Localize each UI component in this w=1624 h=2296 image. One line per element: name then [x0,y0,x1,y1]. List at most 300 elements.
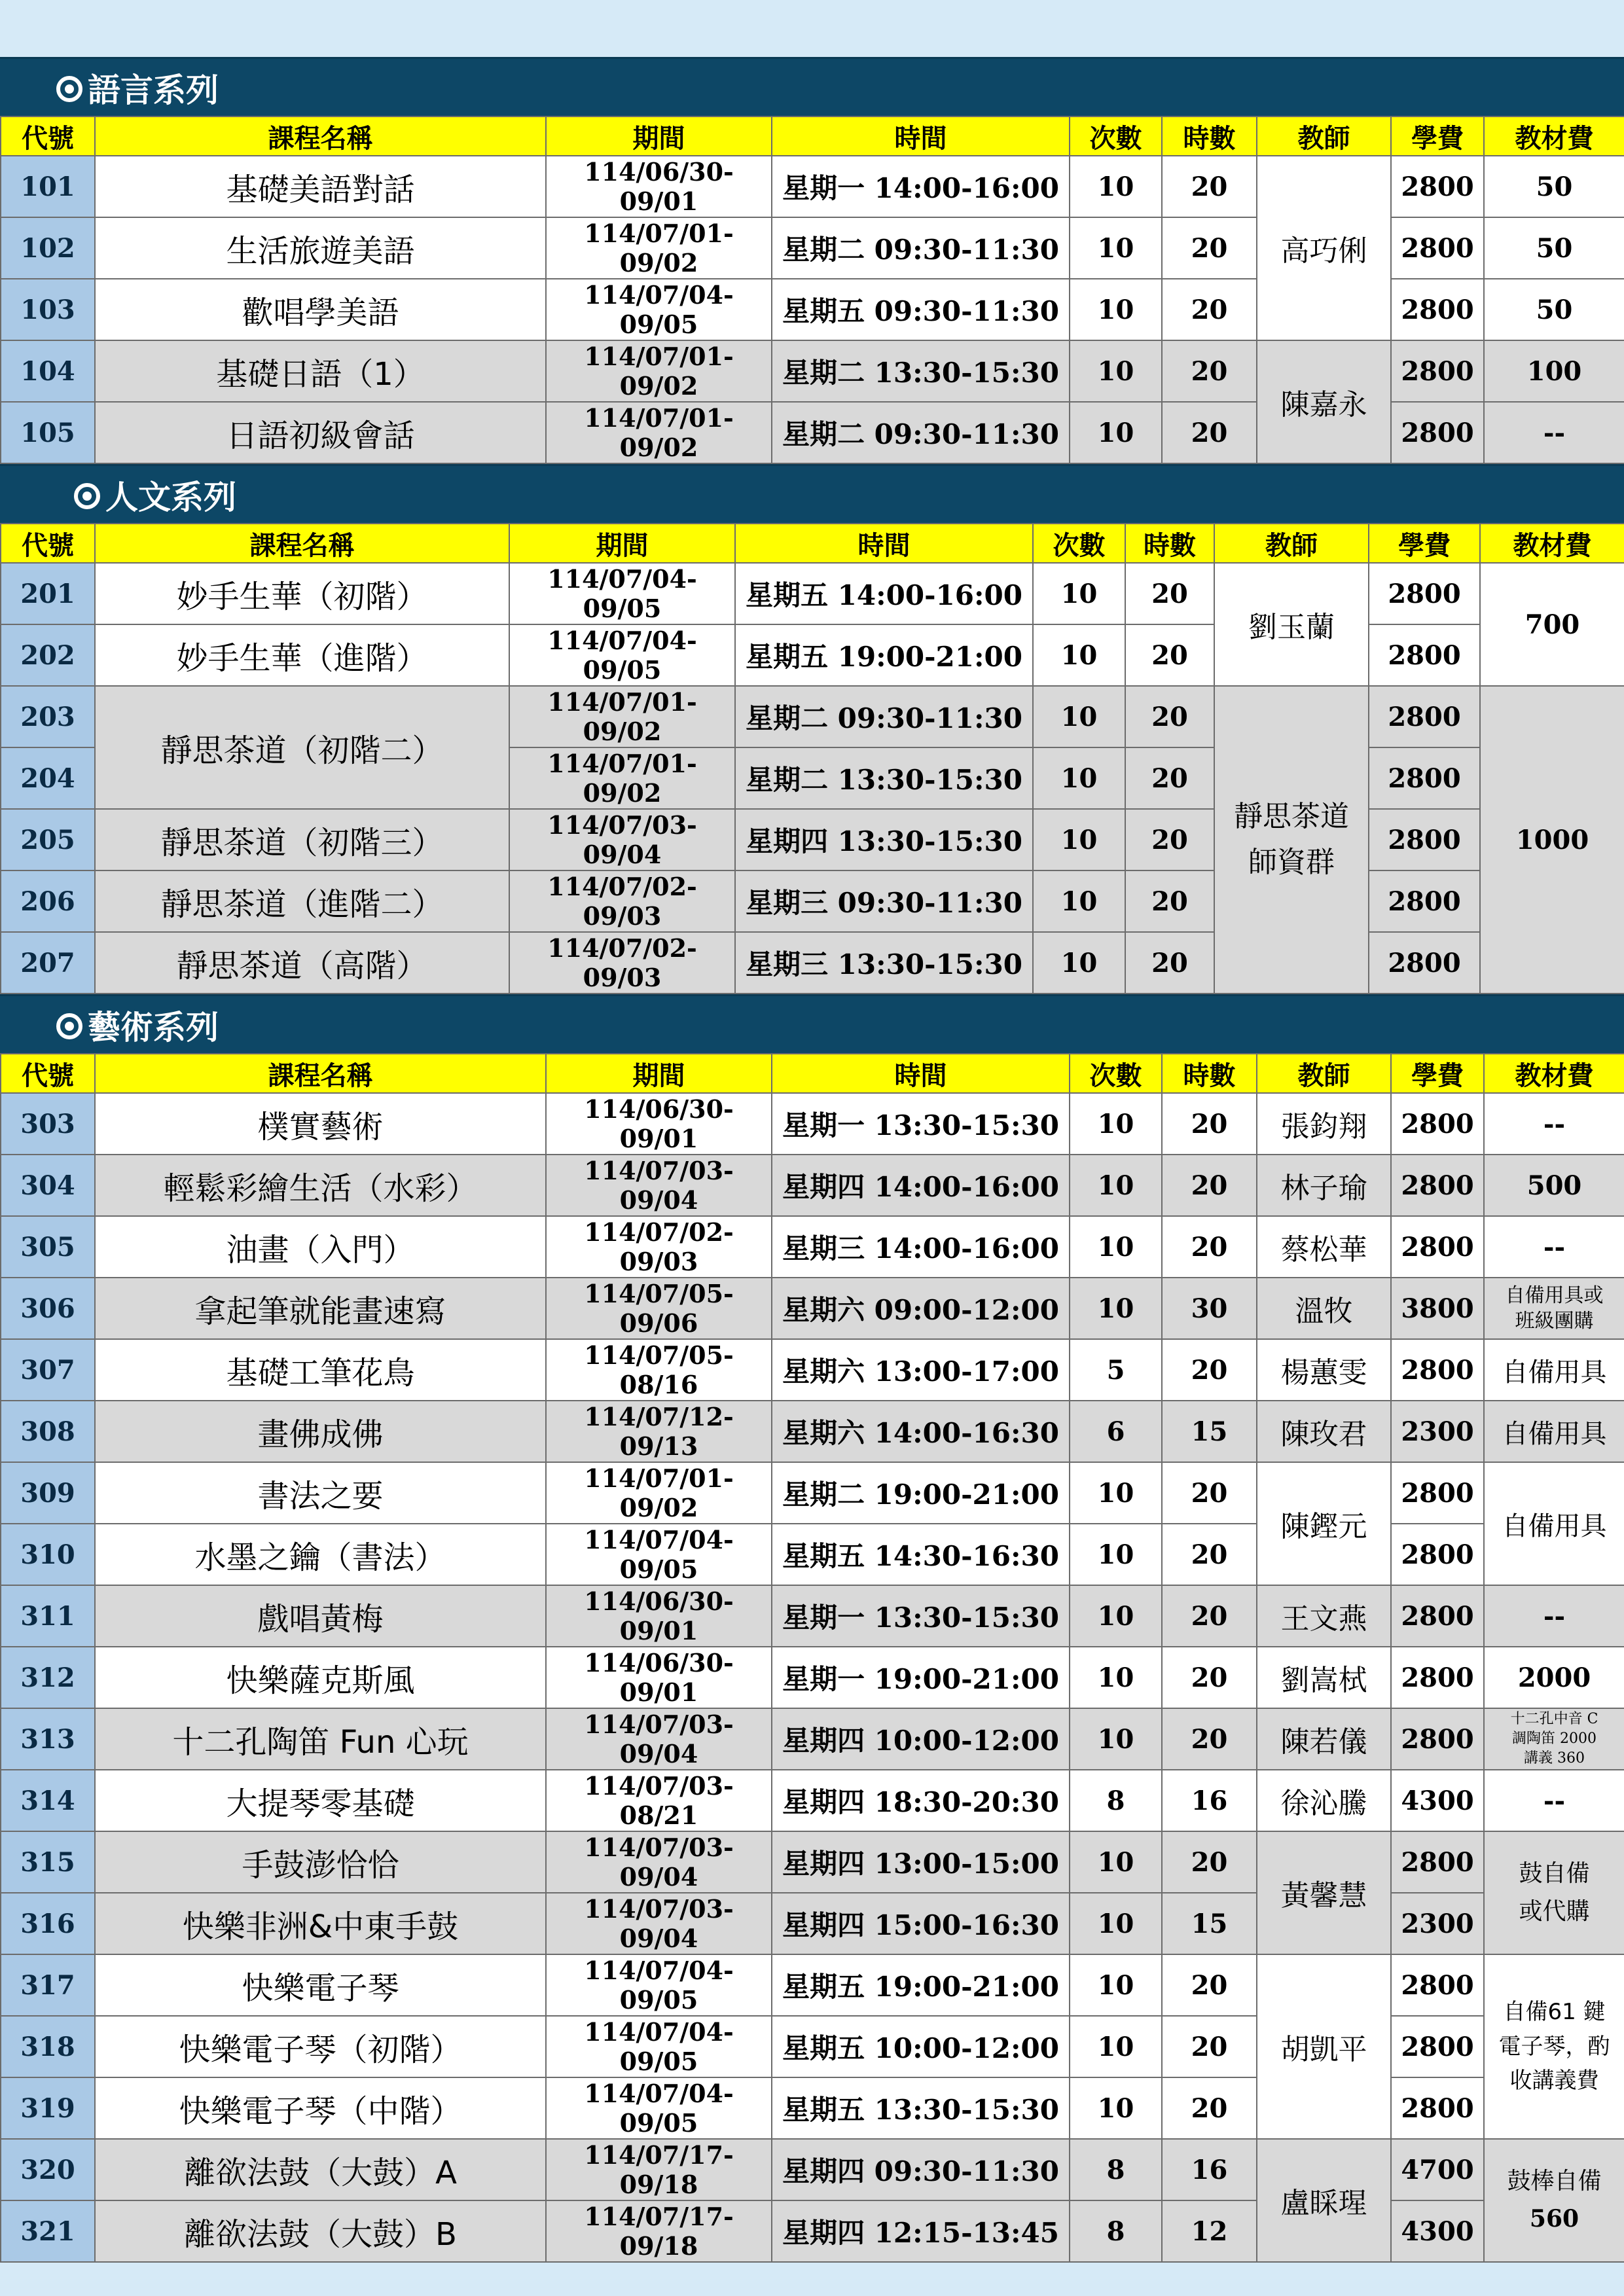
course-fee: 2800 [1391,1339,1484,1401]
course-material: -- [1484,1093,1624,1155]
course-time: 星期四 13:30-15:30 [735,809,1033,870]
course-material: 自備用具 [1484,1401,1624,1462]
course-material: -- [1484,1216,1624,1278]
teacher-line: 靜思茶道 [1234,799,1349,833]
course-name: 日語初級會話 [95,402,546,463]
course-code: 203 [1,686,95,747]
course-name: 快樂非洲&中東手鼓 [95,1893,546,1954]
course-time: 星期五 09:30-11:30 [772,279,1070,340]
material-line: 自備61 鍵 [1503,1998,1606,2025]
col-teacher: 教師 [1257,1054,1391,1093]
course-name: 畫佛成佛 [95,1401,546,1462]
course-teacher: 陳玫君 [1257,1401,1391,1462]
course-material [1484,2139,1624,2262]
course-time: 星期六 13:00-17:00 [772,1339,1070,1401]
course-time: 星期二 09:30-11:30 [772,402,1070,463]
course-time: 星期二 13:30-15:30 [772,340,1070,402]
course-period: 114/07/03-09/04 [546,1708,772,1770]
course-hours: 20 [1162,1647,1257,1708]
course-period: 114/07/03-09/04 [546,1155,772,1216]
course-period: 114/06/30-09/01 [546,1093,772,1155]
col-code: 代號 [1,524,95,563]
course-time: 星期四 18:30-20:30 [772,1770,1070,1831]
material-line: 鼓棒自備 [1507,2168,1602,2195]
course-hours: 20 [1125,932,1214,994]
course-hours: 15 [1162,1401,1257,1462]
course-name: 離欲法鼓（大鼓）B [95,2200,546,2262]
course-name: 靜思茶道（初階二） [95,686,509,809]
course-fee: 2800 [1369,932,1480,994]
course-fee: 2800 [1369,686,1480,747]
course-sessions: 10 [1070,1524,1162,1585]
course-fee: 4300 [1391,1770,1484,1831]
course-fee: 2300 [1391,1401,1484,1462]
course-hours: 20 [1125,870,1214,932]
course-time: 星期五 14:00-16:00 [735,563,1033,624]
course-name: 快樂電子琴 [95,1954,546,2016]
col-hours: 時數 [1162,1054,1257,1093]
course-fee: 2800 [1391,1708,1484,1770]
course-hours: 20 [1162,340,1257,402]
course-fee: 2800 [1391,1585,1484,1647]
col-hours: 時數 [1125,524,1214,563]
course-code: 303 [1,1093,95,1155]
material-line: 或代購 [1519,1898,1590,1925]
course-teacher: 胡凱平 [1257,1954,1391,2139]
course-sessions: 6 [1070,1401,1162,1462]
section-header-language [0,57,1624,116]
course-period: 114/06/30-09/01 [546,1647,772,1708]
course-period: 114/07/02-09/03 [509,870,735,932]
table-row [1,1216,1624,1278]
col-time: 時間 [772,1054,1070,1093]
course-material [1484,1708,1624,1770]
course-hours: 20 [1125,686,1214,747]
col-period: 期間 [546,117,772,156]
material-line: 收講義費 [1509,2068,1599,2094]
course-period: 114/07/01-09/02 [546,1462,772,1524]
course-code: 201 [1,563,95,624]
course-period: 114/07/03-09/04 [546,1893,772,1954]
course-name: 十二孔陶笛 Fun 心玩 [95,1708,546,1770]
course-fee: 2800 [1391,217,1484,279]
course-material [1484,1954,1624,2139]
col-teacher: 教師 [1214,524,1369,563]
course-fee: 2800 [1391,1093,1484,1155]
course-teacher: 張鈞翔 [1257,1093,1391,1155]
teacher-line: 師資群 [1248,846,1335,879]
course-sessions: 10 [1070,1585,1162,1647]
course-name: 靜思茶道（進階二） [95,870,509,932]
course-sessions: 10 [1033,624,1125,686]
col-code: 代號 [1,117,95,156]
course-period: 114/07/01-09/02 [546,217,772,279]
course-teacher: 盧睬瑆 [1257,2139,1391,2262]
course-code: 202 [1,624,95,686]
course-sessions: 10 [1070,156,1162,217]
material-line: 班級團購 [1515,1310,1594,1333]
course-name: 書法之要 [95,1462,546,1524]
col-material: 教材費 [1484,117,1624,156]
course-teacher: 劉玉蘭 [1214,563,1369,686]
course-period: 114/07/17-09/18 [546,2139,772,2200]
course-fee: 2800 [1391,1954,1484,2016]
table-row [1,624,1624,686]
course-hours: 30 [1162,1278,1257,1339]
course-code: 305 [1,1216,95,1278]
course-sessions: 10 [1070,1278,1162,1339]
course-name: 水墨之鑰（書法） [95,1524,546,1585]
course-hours: 20 [1162,1708,1257,1770]
course-code: 312 [1,1647,95,1708]
course-material: 50 [1484,156,1624,217]
course-time: 星期二 19:00-21:00 [772,1462,1070,1524]
course-hours: 15 [1162,1893,1257,1954]
course-fee: 2800 [1391,2016,1484,2077]
course-hours: 20 [1162,156,1257,217]
material-line: 自備用具或 [1505,1284,1604,1307]
course-fee: 3800 [1391,1278,1484,1339]
course-material: 2000 [1484,1647,1624,1708]
course-hours: 20 [1162,1954,1257,2016]
table-row [1,1585,1624,1647]
course-fee: 2800 [1391,279,1484,340]
col-material: 教材費 [1480,524,1624,563]
course-code: 207 [1,932,95,994]
course-time: 星期五 13:30-15:30 [772,2077,1070,2139]
course-sessions: 10 [1070,279,1162,340]
course-code: 310 [1,1524,95,1585]
course-name: 基礎日語（1） [95,340,546,402]
course-hours: 20 [1162,1585,1257,1647]
course-code: 102 [1,217,95,279]
section-header-arts [0,994,1624,1053]
col-sessions: 次數 [1070,117,1162,156]
course-time: 星期一 14:00-16:00 [772,156,1070,217]
course-fee: 2800 [1391,402,1484,463]
course-period: 114/07/05-09/06 [546,1278,772,1339]
section-title: 藝術系列 [88,1008,219,1047]
course-name: 生活旅遊美語 [95,217,546,279]
section-header-humanities [0,464,1624,523]
header-row [1,524,1624,563]
course-sessions: 10 [1070,1462,1162,1524]
bullseye-icon [56,1013,82,1039]
course-time: 星期五 14:30-16:30 [772,1524,1070,1585]
course-code: 105 [1,402,95,463]
course-code: 101 [1,156,95,217]
course-sessions: 10 [1070,1093,1162,1155]
table-row [1,1831,1624,1893]
course-period: 114/07/04-09/05 [546,1954,772,2016]
course-teacher: 陳若儀 [1257,1708,1391,1770]
course-code: 309 [1,1462,95,1524]
col-sessions: 次數 [1033,524,1125,563]
course-teacher [1214,686,1369,994]
course-sessions: 10 [1070,2077,1162,2139]
course-code: 103 [1,279,95,340]
course-teacher: 溫牧 [1257,1278,1391,1339]
course-teacher: 林子瑜 [1257,1155,1391,1216]
course-code: 205 [1,809,95,870]
course-hours: 16 [1162,2139,1257,2200]
col-period: 期間 [546,1054,772,1093]
table-row [1,1155,1624,1216]
course-material: 50 [1484,279,1624,340]
course-material: 700 [1480,563,1624,686]
col-name: 課程名稱 [95,1054,546,1093]
course-name: 基礎美語對話 [95,156,546,217]
course-time: 星期五 19:00-21:00 [735,624,1033,686]
course-time: 星期三 13:30-15:30 [735,932,1033,994]
course-time: 星期六 14:00-16:30 [772,1401,1070,1462]
table-row [1,2139,1624,2200]
course-material: -- [1484,1585,1624,1647]
course-time: 星期四 10:00-12:00 [772,1708,1070,1770]
course-period: 114/06/30-09/01 [546,1585,772,1647]
course-period: 114/07/03-09/04 [546,1831,772,1893]
table-row [1,340,1624,402]
course-sessions: 10 [1033,870,1125,932]
header-row [1,117,1624,156]
course-name: 大提琴零基礎 [95,1770,546,1831]
course-period: 114/07/01-09/02 [509,686,735,747]
course-hours: 20 [1162,1093,1257,1155]
course-time: 星期二 13:30-15:30 [735,747,1033,809]
course-hours: 20 [1162,279,1257,340]
course-sessions: 10 [1070,340,1162,402]
course-period: 114/07/04-09/05 [546,1524,772,1585]
course-period: 114/07/05-08/16 [546,1339,772,1401]
course-teacher: 陳嘉永 [1257,340,1391,463]
course-code: 318 [1,2016,95,2077]
course-name: 油畫（入門） [95,1216,546,1278]
col-fee: 學費 [1391,1054,1484,1093]
course-name: 樸實藝術 [95,1093,546,1155]
course-period: 114/06/30-09/01 [546,156,772,217]
course-time: 星期四 14:00-16:00 [772,1155,1070,1216]
course-time: 星期四 15:00-16:30 [772,1893,1070,1954]
material-line: 十二孔中音 C [1510,1711,1598,1728]
course-code: 319 [1,2077,95,2139]
course-time: 星期一 19:00-21:00 [772,1647,1070,1708]
table-row [1,1708,1624,1770]
course-schedule [0,57,1624,2263]
course-time: 星期二 09:30-11:30 [772,217,1070,279]
course-period: 114/07/12-09/13 [546,1401,772,1462]
table-row [1,1339,1624,1401]
course-sessions: 10 [1070,217,1162,279]
table-row [1,1462,1624,1524]
col-time: 時間 [735,524,1033,563]
course-fee: 2300 [1391,1893,1484,1954]
course-fee: 2800 [1369,870,1480,932]
section-title: 人文系列 [105,478,236,516]
course-teacher: 高巧俐 [1257,156,1391,340]
course-period: 114/07/04-09/05 [546,2077,772,2139]
course-hours: 20 [1162,2077,1257,2139]
course-code: 206 [1,870,95,932]
course-time: 星期六 09:00-12:00 [772,1278,1070,1339]
course-sessions: 5 [1070,1339,1162,1401]
course-fee: 2800 [1391,1155,1484,1216]
table-row [1,1647,1624,1708]
course-sessions: 10 [1033,809,1125,870]
course-hours: 20 [1162,1339,1257,1401]
course-material: 自備用具 [1484,1339,1624,1401]
col-name: 課程名稱 [95,117,546,156]
table-row [1,563,1624,624]
course-sessions: 8 [1070,2139,1162,2200]
material-line: 電子琴，酌 [1498,2033,1610,2060]
course-code: 316 [1,1893,95,1954]
course-period: 114/07/01-09/02 [546,340,772,402]
table-row [1,809,1624,870]
course-code: 311 [1,1585,95,1647]
course-hours: 12 [1162,2200,1257,2262]
course-fee: 4300 [1391,2200,1484,2262]
course-sessions: 10 [1070,1893,1162,1954]
course-fee: 2800 [1369,563,1480,624]
course-material: 100 [1484,340,1624,402]
material-line: 560 [1529,2205,1579,2233]
course-hours: 20 [1162,1216,1257,1278]
course-sessions: 10 [1033,932,1125,994]
course-material [1484,1831,1624,1954]
section-title: 語言系列 [88,71,219,109]
course-sessions: 10 [1070,1831,1162,1893]
course-name: 輕鬆彩繪生活（水彩） [95,1155,546,1216]
course-table-language [0,116,1624,464]
course-material [1484,1278,1624,1339]
course-sessions: 10 [1070,1954,1162,2016]
course-code: 313 [1,1708,95,1770]
course-period: 114/07/03-08/21 [546,1770,772,1831]
table-row [1,156,1624,217]
course-time: 星期四 13:00-15:00 [772,1831,1070,1893]
course-code: 204 [1,747,95,809]
course-fee: 2800 [1391,156,1484,217]
course-teacher: 王文燕 [1257,1585,1391,1647]
table-row [1,1278,1624,1339]
col-teacher: 教師 [1257,117,1391,156]
course-name: 靜思茶道（高階） [95,932,509,994]
course-period: 114/07/01-09/02 [509,747,735,809]
course-fee: 2800 [1391,340,1484,402]
course-hours: 20 [1162,1831,1257,1893]
course-sessions: 10 [1070,1708,1162,1770]
course-fee: 2800 [1391,1647,1484,1708]
col-time: 時間 [772,117,1070,156]
course-fee: 2800 [1369,624,1480,686]
col-fee: 學費 [1369,524,1480,563]
course-code: 314 [1,1770,95,1831]
col-name: 課程名稱 [95,524,509,563]
course-period: 114/07/04-09/05 [546,2016,772,2077]
course-name: 基礎工筆花鳥 [95,1339,546,1401]
course-hours: 20 [1125,809,1214,870]
course-fee: 2800 [1391,2077,1484,2139]
course-material: 50 [1484,217,1624,279]
course-sessions: 8 [1070,1770,1162,1831]
course-hours: 20 [1162,2016,1257,2077]
course-teacher: 徐沁騰 [1257,1770,1391,1831]
course-fee: 2800 [1369,809,1480,870]
course-period: 114/07/04-09/05 [546,279,772,340]
table-row [1,932,1624,994]
course-sessions: 10 [1070,1647,1162,1708]
course-teacher: 黃馨慧 [1257,1831,1391,1954]
col-code: 代號 [1,1054,95,1093]
course-code: 320 [1,2139,95,2200]
course-fee: 2800 [1391,1524,1484,1585]
col-sessions: 次數 [1070,1054,1162,1093]
course-sessions: 10 [1070,1216,1162,1278]
course-code: 104 [1,340,95,402]
course-name: 妙手生華（初階） [95,563,509,624]
course-table-arts [0,1053,1624,2263]
table-row [1,870,1624,932]
course-hours: 20 [1162,1155,1257,1216]
course-code: 304 [1,1155,95,1216]
course-name: 快樂電子琴（初階） [95,2016,546,2077]
course-period: 114/07/03-09/04 [509,809,735,870]
course-time: 星期三 14:00-16:00 [772,1216,1070,1278]
course-fee: 2800 [1391,1462,1484,1524]
course-name: 快樂薩克斯風 [95,1647,546,1708]
course-sessions: 10 [1033,686,1125,747]
course-name: 靜思茶道（初階三） [95,809,509,870]
course-sessions: 10 [1070,1155,1162,1216]
table-row [1,1093,1624,1155]
material-line: 講義 360 [1524,1749,1585,1767]
course-teacher: 楊蕙雯 [1257,1339,1391,1401]
course-hours: 20 [1162,1462,1257,1524]
course-name: 妙手生華（進階） [95,624,509,686]
course-time: 星期四 12:15-13:45 [772,2200,1070,2262]
course-period: 114/07/02-09/03 [509,932,735,994]
course-material: -- [1484,1770,1624,1831]
course-hours: 20 [1162,1524,1257,1585]
course-name: 快樂電子琴（中階） [95,2077,546,2139]
course-fee: 4700 [1391,2139,1484,2200]
course-time: 星期一 13:30-15:30 [772,1093,1070,1155]
course-teacher: 陳鏗元 [1257,1462,1391,1585]
course-table-humanities [0,523,1624,994]
course-sessions: 10 [1033,747,1125,809]
course-material: -- [1484,402,1624,463]
course-hours: 20 [1125,624,1214,686]
course-time: 星期三 09:30-11:30 [735,870,1033,932]
course-time: 星期一 13:30-15:30 [772,1585,1070,1647]
table-row [1,686,1624,747]
course-time: 星期四 09:30-11:30 [772,2139,1070,2200]
course-hours: 20 [1162,402,1257,463]
course-code: 315 [1,1831,95,1893]
page-margin [0,2288,1624,2296]
col-fee: 學費 [1391,117,1484,156]
course-code: 317 [1,1954,95,2016]
course-name: 拿起筆就能畫速寫 [95,1278,546,1339]
course-hours: 16 [1162,1770,1257,1831]
course-hours: 20 [1125,747,1214,809]
material-line: 調陶笛 2000 [1512,1731,1597,1748]
course-sessions: 10 [1070,402,1162,463]
course-sessions: 10 [1070,2016,1162,2077]
course-hours: 20 [1162,217,1257,279]
course-material: 500 [1484,1155,1624,1216]
course-code: 308 [1,1401,95,1462]
